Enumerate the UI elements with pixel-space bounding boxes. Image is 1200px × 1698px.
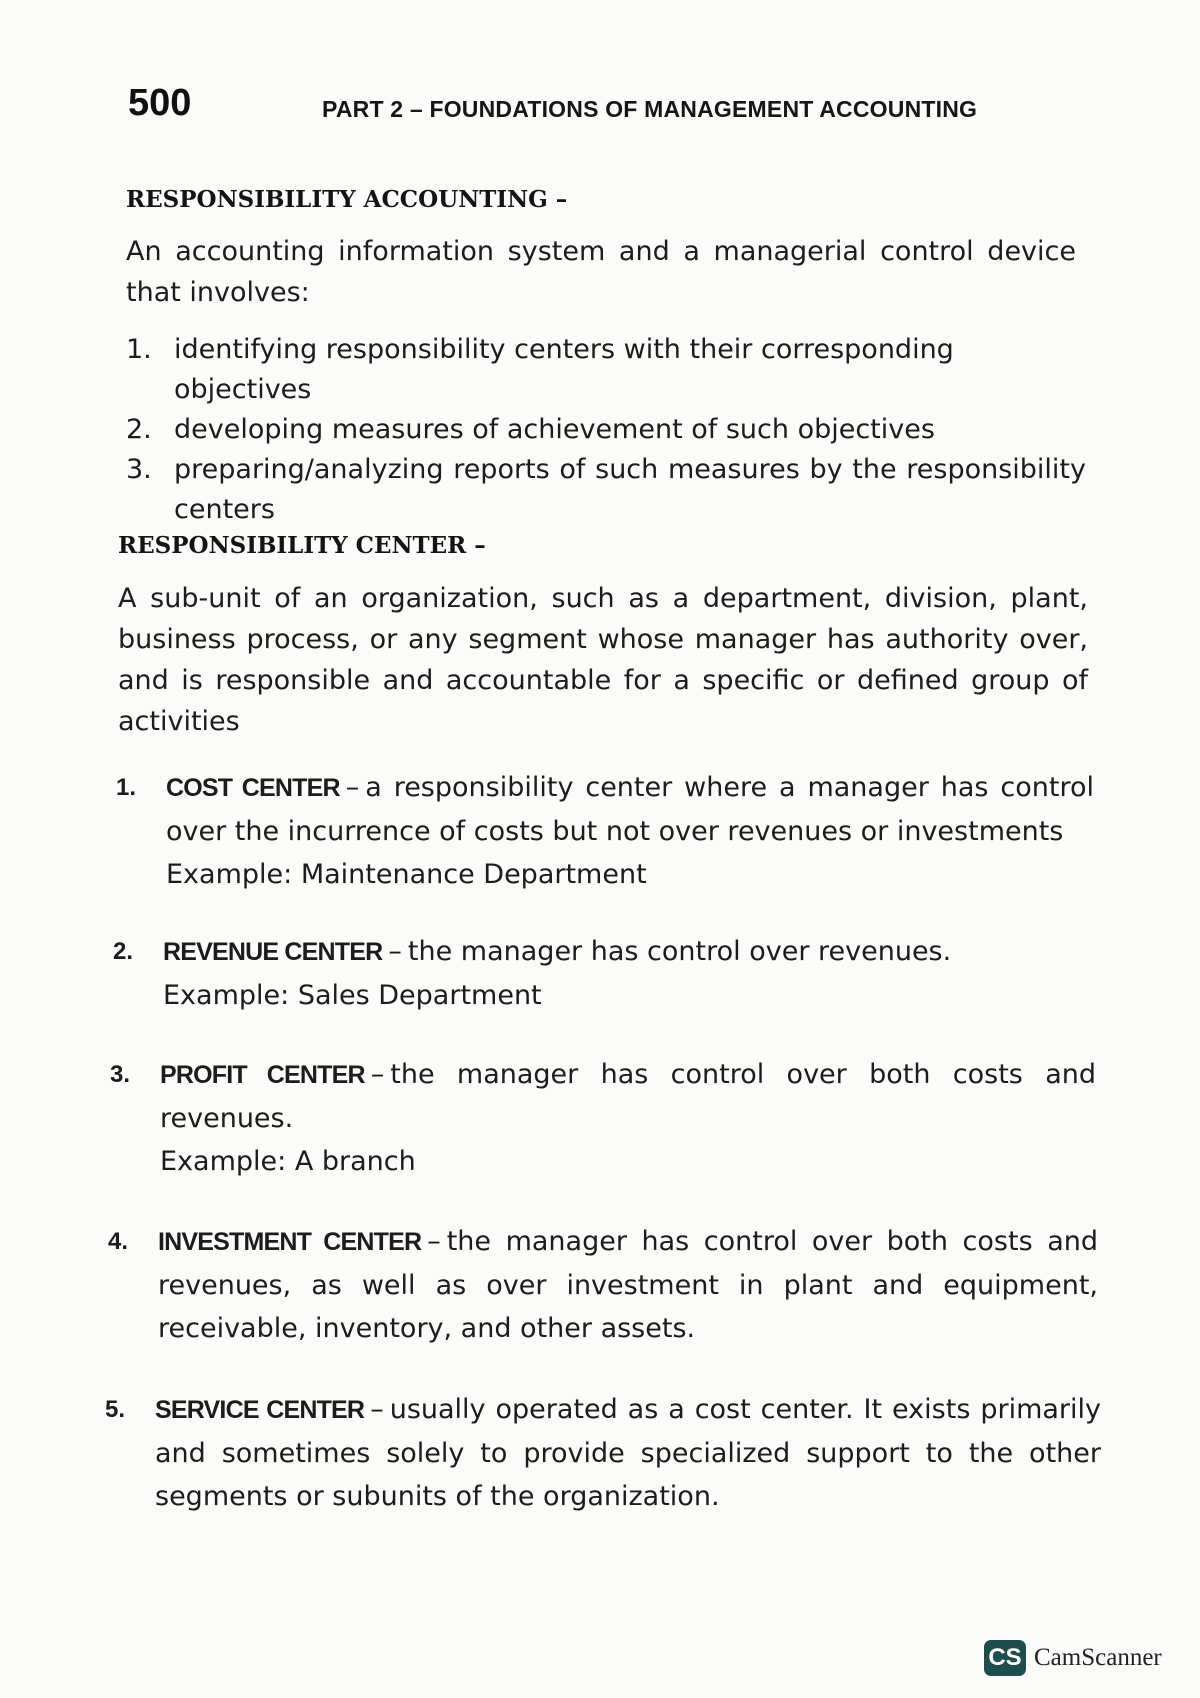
center-item-number: 2. <box>113 938 134 965</box>
center-term: COST CENTER <box>166 774 340 802</box>
section-heading-responsibility-center: RESPONSIBILITY CENTER – <box>118 532 486 559</box>
center-term: SERVICE CENTER <box>155 1396 365 1424</box>
list-item-number: 1. <box>126 334 152 365</box>
center-definition: the manager has control over both costs and revenues. <box>160 1059 1096 1134</box>
list-item-number: 3. <box>126 454 152 485</box>
center-term: PROFIT CENTER <box>160 1061 365 1089</box>
camscanner-label: CamScanner <box>1034 1644 1162 1671</box>
center-item-number: 4. <box>108 1228 129 1255</box>
objectives-list <box>126 330 1086 530</box>
center-definition: usually operated as a cost center. It exists primarily and sometimes solely to provide specialized support to the other segments or subunits of the organization. <box>155 1394 1101 1512</box>
center-item-number: 3. <box>110 1061 131 1088</box>
center-definition: a responsibility center where a manager has control over the incurrence of costs but not over revenues or investments <box>166 772 1094 847</box>
center-example: Example: A branch <box>160 1146 416 1177</box>
list-item-text: developing measures of achievement of such objectives <box>174 414 935 445</box>
section-heading-responsibility-accounting: RESPONSIBILITY ACCOUNTING – <box>126 186 568 213</box>
center-dash: – <box>370 1394 384 1425</box>
center-dash: – <box>388 936 402 967</box>
center-dash: – <box>345 772 360 803</box>
center-definition: the manager has control over revenues. <box>407 936 952 967</box>
center-term: INVESTMENT CENTER <box>158 1228 422 1256</box>
page-number: 500 <box>128 82 192 124</box>
center-example: Example: Maintenance Department <box>166 859 647 890</box>
list-item <box>126 410 1086 450</box>
list-item <box>126 330 1086 410</box>
center-item-number: 5. <box>105 1396 126 1423</box>
center-definition: the manager has control over both costs and revenues, as well as over investment in plant and equipment, receivable, inventory, and other assets. <box>158 1226 1098 1344</box>
list-item-number: 2. <box>126 414 152 445</box>
center-item-number: 1. <box>116 774 137 801</box>
center-dash: – <box>370 1059 385 1090</box>
center-term: REVENUE CENTER <box>163 938 383 966</box>
camscanner-logo-icon: CS <box>984 1640 1026 1676</box>
list-item <box>126 450 1086 530</box>
list-item-text: identifying responsibility centers with their corresponding objectives <box>174 334 954 405</box>
list-item-text: preparing/analyzing reports of such measures by the responsibility centers <box>174 454 1086 525</box>
center-example: Example: Sales Department <box>163 980 542 1011</box>
camscanner-watermark <box>984 1640 1162 1676</box>
center-dash: – <box>427 1226 441 1257</box>
section-intro-responsibility-accounting: An accounting information system and a managerial control device that involves: <box>126 236 1076 308</box>
running-head: PART 2 – FOUNDATIONS OF MANAGEMENT ACCOUNTING <box>322 96 978 122</box>
section-intro-responsibility-center: A sub-unit of an organization, such as a department, division, plant, business process, or any segment whose manager has authority over, and is responsible and accountable for a specific or defined group of activities <box>118 583 1088 737</box>
